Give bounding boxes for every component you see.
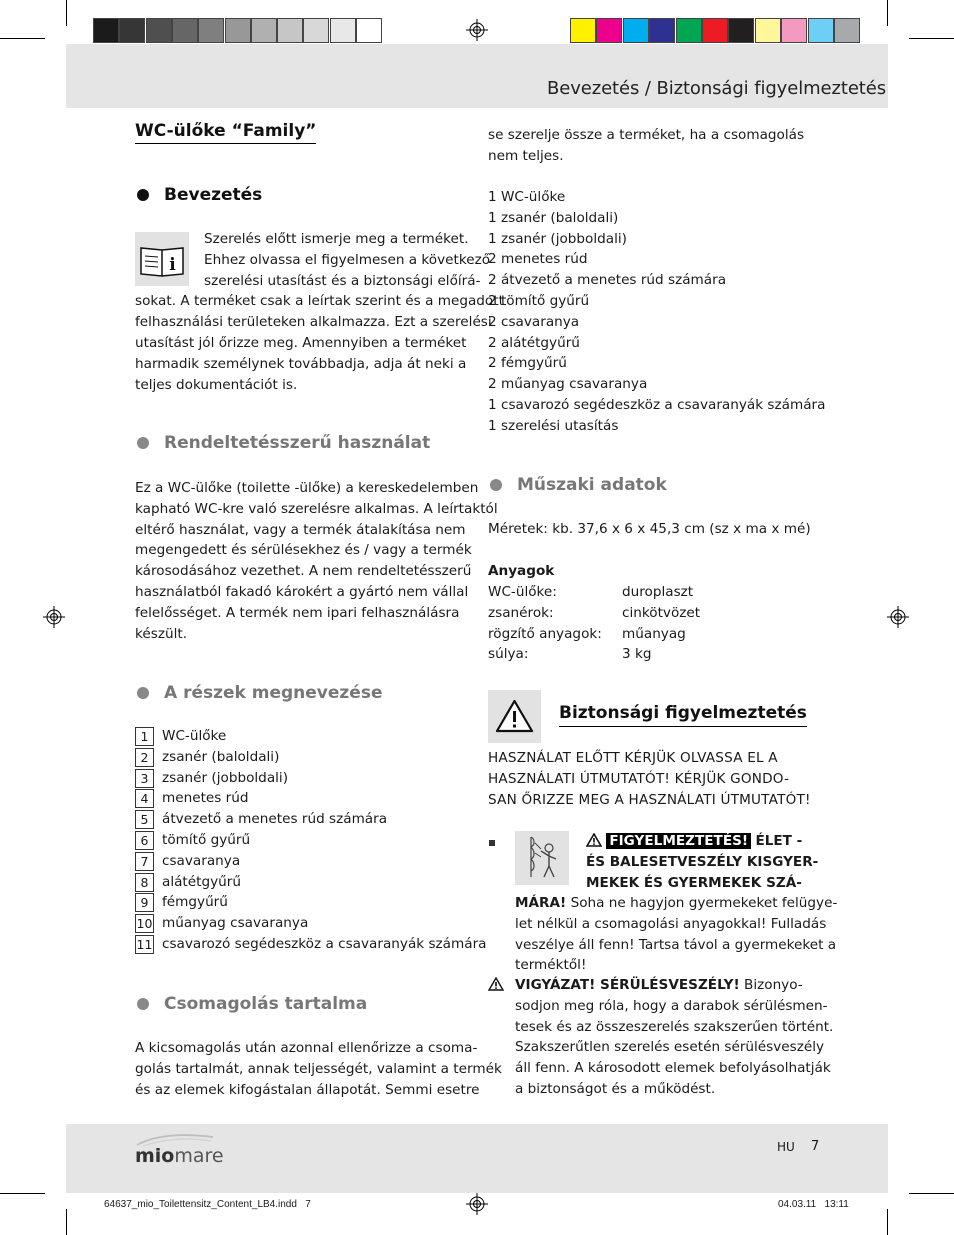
text-line: sodjon meg róla, hogy a darabok sérülésmen- [515,997,828,1014]
warning-triangle-icon [488,690,541,743]
color-swatch [356,18,382,43]
package-text-continued [488,125,828,167]
text-line: sokat. A terméket csak a leírtak szerint és a megadott [135,293,504,310]
section-heading-intended-use [137,433,430,453]
spec-value: műanyag [622,625,686,642]
crop-mark [909,1193,954,1194]
text-line: utasítást jól őrizze meg. Amennyiben a terméket [135,334,467,351]
list-item: 1 csavarozó segédeszköz a csavaranyák számára [488,396,826,413]
warning-line [586,831,836,852]
list-item: 2 csavaranya [488,313,580,330]
warning-bold: ÉS BALESETVESZÉLY KISGYER- [586,853,819,870]
text-line [515,893,838,914]
text-line: használatból fakadó károkért a gyártó nem vállal [135,583,469,600]
text-line: terméktől! [515,957,587,974]
text-line: tesek és az összeszerelés szakszerűen történt. [515,1018,834,1035]
text-span: Bizonyo- [739,977,803,993]
part-number: 6 [135,831,154,850]
list-item [135,934,487,955]
text-line: felelősséget. A termék nem ipari felhasználásra [135,604,460,621]
crop-mark [66,1209,67,1235]
list-item: 1 zsanér (jobboldali) [488,230,627,247]
color-swatch [676,18,702,43]
spec-value: duroplaszt [622,584,694,600]
logo-part: mio [135,1145,175,1167]
color-swatch [649,18,675,43]
slug-filename: 64637_mio_Toilettensitz_Content_LB4.indd 7 [104,1199,311,1210]
bullet-icon [137,687,149,699]
part-number: 4 [135,789,154,808]
spec-key: rögzítő anyagok: [488,625,602,642]
text-line: eltérő használat, vagy a termék átalakítása nem [135,521,466,538]
section-heading-intro [137,185,262,205]
text-line: HASZNÁLAT ELŐTT KÉRJÜK OLVASSA EL A [488,750,778,766]
part-number: 10 [136,916,153,932]
color-swatch [198,18,224,43]
intro-text [135,229,504,395]
text-line: A kicsomagolás után azonnal ellenőrizze a csoma- [135,1040,478,1056]
text-line: veszélye áll fenn! Tartsa távol a gyermekeket a [515,936,837,953]
spec-value: cinkötvözet [622,604,701,621]
text-line: nem teljes. [488,147,564,164]
list-item [135,809,475,830]
part-label: tömítő gyűrű [162,832,251,848]
part-label: csavaranya [162,852,241,869]
heading-text: Csomagolás tartalma [164,994,368,1014]
text-line: és az elemek kifogástalan állapotát. Semmi esetre [135,1081,480,1098]
text-line: áll fenn. A károsodott elemek befolyásolhatják [515,1060,831,1077]
package-contents-list [488,187,828,437]
crop-mark [887,1209,888,1235]
section-heading-tech [490,475,667,495]
text-line: a biztonságot és a működést. [515,1080,716,1097]
list-item: 2 átvezető a menetes rúd számára [488,272,727,289]
color-swatch [623,18,649,43]
part-number: 11 [136,937,153,952]
spec-value: 3 kg [622,646,652,663]
color-swatch [251,18,277,43]
part-number: 9 [135,893,154,912]
crop-mark [0,38,45,39]
part-label: csavarozó segédeszköz a csavaranyák számára [162,936,487,952]
text-line: felhasználási területeken alkalmazza. Ezt a szerelési [135,314,492,331]
section-heading-parts [137,683,383,703]
color-swatch [755,18,781,43]
color-swatch [93,18,119,43]
bullet-square-icon [489,840,495,846]
text-line: harmadik személynek továbbadja, adja át neki a [135,355,467,372]
color-swatch [303,18,329,43]
crop-mark [66,0,67,26]
crop-mark [909,38,954,39]
color-swatch [728,18,754,43]
color-swatch [570,18,596,43]
list-item: 1 zsanér (baloldali) [488,209,619,226]
bullet-icon [137,998,149,1010]
part-label: menetes rúd [162,790,249,807]
text-line [515,975,835,996]
slug-datetime: 04.03.11 13:11 [778,1199,849,1210]
part-label: zsanér (baloldali) [162,748,280,765]
part-number: 8 [135,873,154,892]
list-item: 1 WC-ülőke [488,189,566,205]
list-item: 2 műanyag csavaranya [488,376,648,393]
part-number: 7 [135,852,154,871]
part-label: átvezető a menetes rúd számára [162,811,388,828]
spec-key: zsanérok: [488,604,554,621]
text-line: kapható WC-kre való szerelésre alkalmas. A leírtaktól [135,500,498,517]
warning-small-icon [586,833,602,847]
page-language: HU [777,1140,795,1154]
text-line: szerelési utasítást és a biztonsági előírá- [204,272,481,289]
list-item [135,830,475,851]
child-warning-body [515,893,838,976]
child-warning-text [586,831,836,893]
text-line: Szerelés előtt ismerje meg a terméket. [204,231,469,247]
text-line: SAN ŐRIZZE MEG A HASZNÁLATI ÚTMUTATÓT! [488,791,811,808]
registration-mark-icon [466,1193,488,1215]
registration-mark-icon [466,19,488,41]
warning-tag: FIGYELMEZTETÉS! [606,833,751,849]
registration-mark-icon [43,606,65,628]
heading-text: Rendeltetésszerű használat [164,433,431,453]
list-item: 2 alátétgyűrű [488,334,580,351]
part-label: fémgyűrű [162,894,228,911]
product-title: WC-ülőke “Family” [135,121,316,144]
list-item [135,788,475,809]
part-number: 3 [135,769,154,788]
caution-text [515,975,835,1100]
text-line: let nélkül a csomagolási anyagokkal! Fulladás [515,915,827,932]
page-title: Bevezetés / Biztonsági figyelmeztetés [546,78,886,99]
heading-text: Műszaki adatok [517,475,667,495]
crop-mark [887,0,888,26]
text-line: golás tartalmát, annak teljességét, valamint a termék [135,1060,502,1077]
bullet-icon [137,437,149,449]
bullet-icon [490,479,502,491]
safety-heading: Biztonsági figyelmeztetés [559,703,807,727]
warning-bold: ÉLET - [755,833,803,849]
caution-triangle-icon [488,977,504,991]
warning-bold: MEKEK ÉS GYERMEKEK SZÁ- [586,874,802,891]
color-swatch [225,18,251,43]
list-item [135,747,475,768]
list-item [135,892,475,913]
spec-key: WC-ülőke: [488,584,557,600]
logo-text [135,1145,224,1167]
text-line: se szerelje össze a terméket, ha a csomagolás [488,127,805,143]
list-item [135,851,475,872]
list-item [135,913,475,934]
color-swatch [781,18,807,43]
warning-triangle-icon [488,690,541,743]
heading-text: A részek megnevezése [164,683,383,703]
list-item: 2 fémgyűrű [488,355,567,372]
color-swatch [330,18,356,43]
color-swatch [834,18,860,43]
text-line: Ez a WC-ülőke (toilette -ülőke) a kereskedelemben [135,480,479,496]
section-heading-package [137,994,367,1014]
intended-use-text [135,478,498,644]
text-line: Szakszerűtlen szerelés esetén sérülésveszély [515,1039,825,1056]
bullet-icon [137,189,149,201]
svg-text:i: i [169,255,176,275]
package-text [135,1038,502,1100]
list-item [135,872,475,893]
part-number: 1 [135,727,154,746]
registration-mark-icon [887,606,909,628]
text-line: teljes dokumentációt is. [135,376,298,393]
list-item: 2 menetes rúd [488,251,588,268]
color-swatch [146,18,172,43]
part-label: zsanér (jobboldali) [162,769,289,786]
color-swatch [808,18,834,43]
child-warning-icon [515,831,569,885]
color-swatch [596,18,622,43]
color-swatch [172,18,198,43]
color-swatch [119,18,145,43]
materials-specs [488,582,808,666]
part-number: 5 [135,810,154,829]
text-line: készült. [135,625,188,642]
color-swatch [277,18,303,43]
logo-part: mare [174,1145,224,1167]
part-number: 2 [135,748,154,767]
safety-caps-text [488,748,828,810]
text-line: HASZNÁLATI ÚTMUTATÓT! KÉRJÜK GONDO- [488,770,790,787]
part-label: alátétgyűrű [162,873,241,890]
crop-mark [0,1193,45,1194]
child-warning-icon [515,831,569,885]
text-line: károsodásához vezethet. A nem rendeltetésszerű [135,563,472,580]
caution-bold: VIGYÁZAT! SÉRÜLÉSVESZÉLY! [515,977,740,993]
text-span: Soha ne hagyjon gyermekeket felügye- [566,895,838,911]
list-item: 1 szerelési utasítás [488,417,619,434]
text-line: megengedett és sérülésekhez és / vagy a termék [135,542,472,559]
text-line: Ehhez olvassa el figyelmesen a következő [204,251,491,268]
part-label: műanyag csavaranya [162,915,309,932]
color-swatch [702,18,728,43]
part-label: WC-ülőke [162,728,227,744]
list-item [135,768,475,789]
list-item: 2 tömítő gyűrű [488,292,590,309]
warning-bold: MÁRA! [515,895,567,911]
list-item [135,726,475,747]
dimensions-text: Méretek: kb. 37,6 x 6 x 45,3 cm (sz x ma x mé) [488,521,811,537]
materials-heading: Anyagok [488,563,555,579]
page-number: 7 [811,1139,820,1154]
heading-text: Bevezetés [164,185,263,205]
spec-key: súlya: [488,646,529,663]
brand-logo [135,1133,225,1173]
